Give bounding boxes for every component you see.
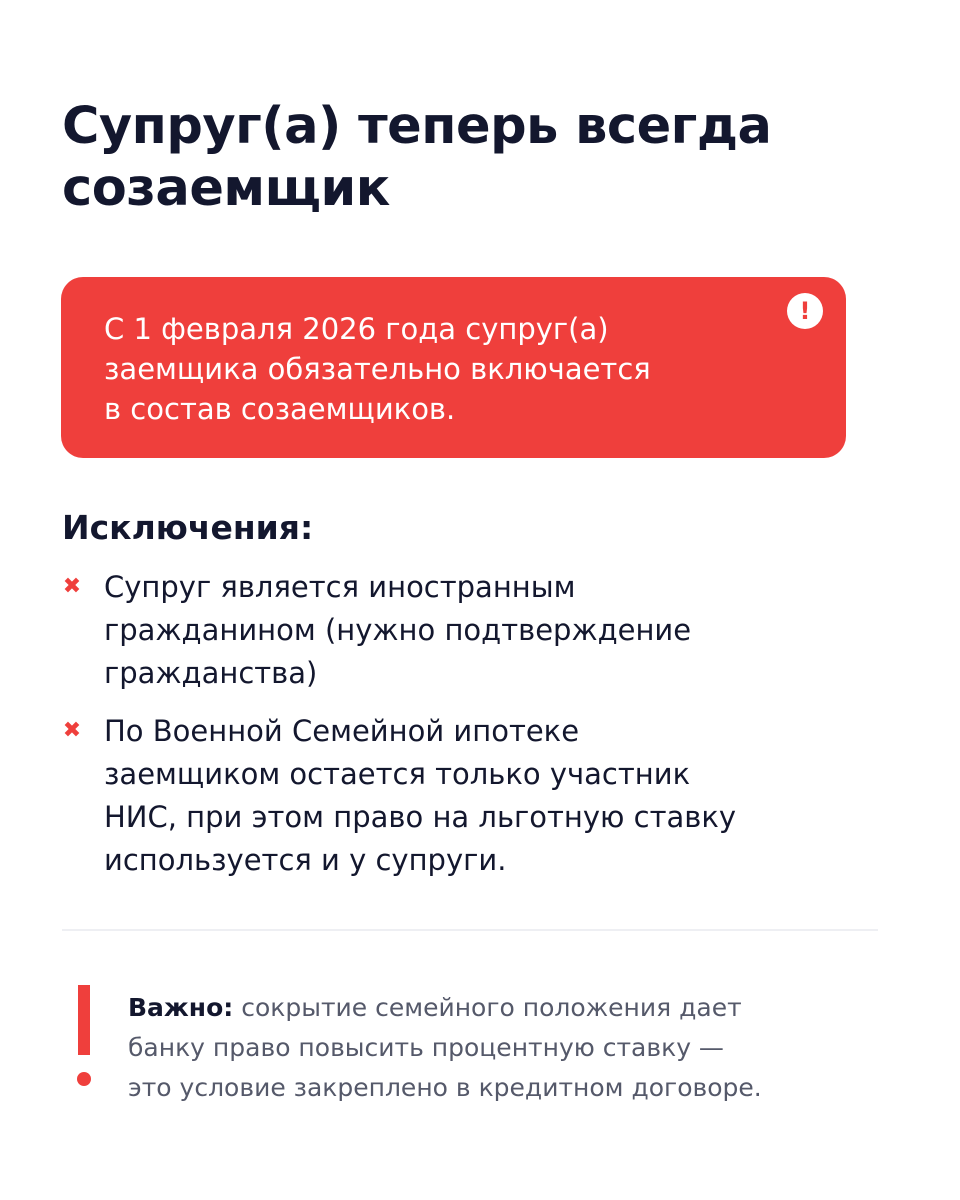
divider [62, 929, 878, 931]
list-item [62, 566, 842, 695]
note-line-2: банку право повысить процентную ставку — [128, 1033, 724, 1062]
exception-1-line-2: гражданином (нужно подтверждение [104, 613, 692, 647]
warning-mark-dot [77, 1072, 91, 1086]
x-mark-icon: ✖ [62, 718, 82, 743]
note-label: Важно: [128, 993, 234, 1022]
alert-line-2: заемщика обязательно включается [104, 352, 651, 386]
exception-2-line-3: НИС, при этом право на льготную ставку [104, 800, 737, 834]
page-title [62, 96, 882, 220]
list-item [62, 710, 842, 882]
alert-text [104, 309, 744, 429]
title-line-2: созаемщик [62, 159, 390, 218]
exception-2-line-4: используется и у супруги. [104, 843, 507, 877]
x-mark-icon: ✖ [62, 574, 82, 599]
important-note [128, 988, 908, 1108]
exception-2-line-1: По Военной Семейной ипотеке [104, 714, 580, 748]
exclamation-icon: ! [787, 293, 823, 329]
exception-2-line-2: заемщиком остается только участник [104, 757, 691, 791]
alert-line-1: С 1 февраля 2026 года супруг(а) [104, 312, 609, 346]
exceptions-list [62, 566, 842, 897]
note-line-1: сокрытие семейного положения дает [241, 993, 742, 1022]
exceptions-heading: Исключения: [62, 508, 314, 547]
warning-mark-bar [78, 985, 90, 1055]
title-line-1: Супруг(а) теперь всегда [62, 97, 772, 156]
exception-1-line-1: Супруг является иностранным [104, 570, 576, 604]
note-line-3: это условие закреплено в кредитном договоре. [128, 1073, 762, 1102]
alert-line-3: в состав созаемщиков. [104, 392, 456, 426]
exception-1-line-3: гражданства) [104, 656, 318, 690]
alert-box [61, 277, 846, 458]
